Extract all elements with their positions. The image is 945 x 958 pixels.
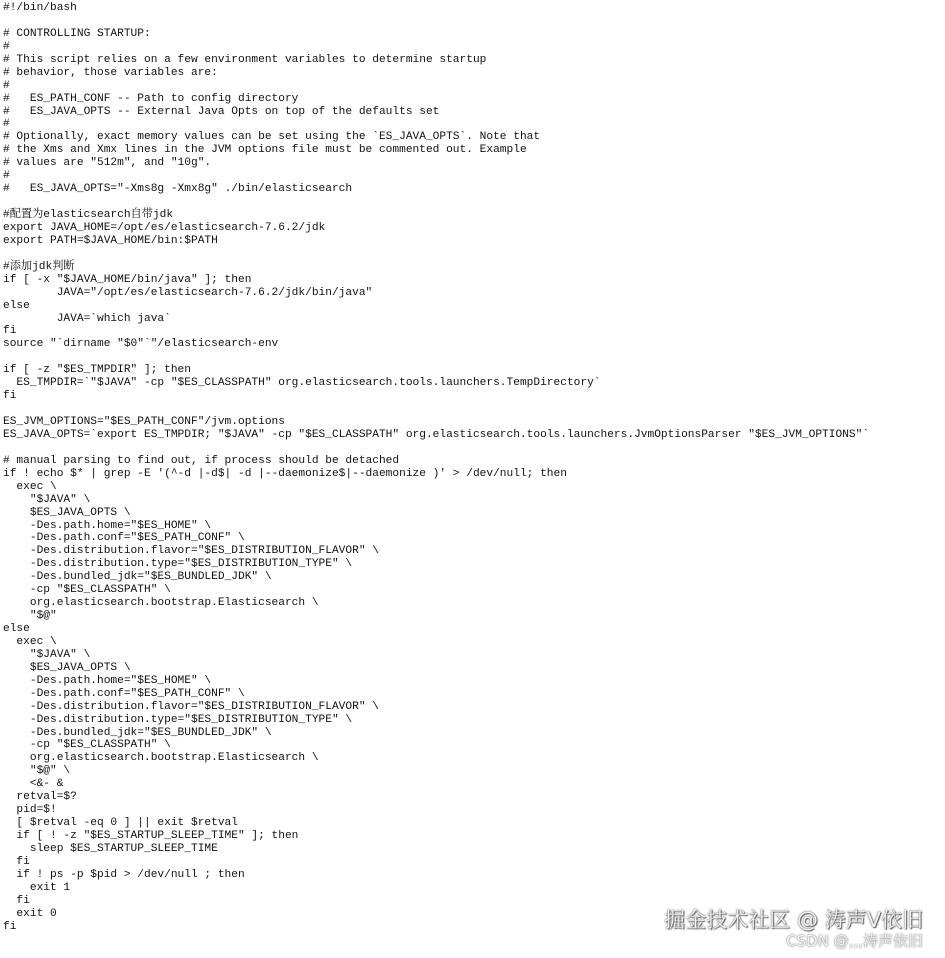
code-line[interactable]: $ES_JAVA_OPTS \: [3, 661, 131, 674]
code-line[interactable]: -cp "$ES_CLASSPATH" \: [3, 739, 171, 752]
code-line[interactable]: else: [3, 299, 30, 312]
code-line[interactable]: export JAVA_HOME=/opt/es/elasticsearch-7.6.2/jdk: [3, 221, 326, 234]
code-line[interactable]: [3, 351, 943, 364]
code-line[interactable]: ES_TMPDIR=`"$JAVA" -cp "$ES_CLASSPATH" org.elasticsearch.tools.launchers.TempDirectory`: [3, 377, 601, 390]
code-line[interactable]: [3, 442, 943, 455]
code-line[interactable]: # CONTROLLING STARTUP:: [3, 27, 151, 40]
code-line[interactable]: -Des.path.home="$ES_HOME" \: [3, 519, 212, 532]
code-line[interactable]: -Des.path.conf="$ES_PATH_CONF" \: [3, 532, 245, 545]
code-line[interactable]: # ES_JAVA_OPTS="-Xms8g -Xmx8g" ./bin/elasticsearch: [3, 183, 353, 196]
code-line[interactable]: ES_JVM_OPTIONS="$ES_PATH_CONF"/jvm.options: [3, 416, 285, 428]
code-line[interactable]: #: [3, 170, 10, 183]
code-editor[interactable]: [3, 2, 943, 952]
code-line[interactable]: if [ ! -z "$ES_STARTUP_SLEEP_TIME" ]; then: [3, 830, 299, 842]
code-line[interactable]: exec \: [3, 480, 57, 493]
code-line[interactable]: # This script relies on a few environment variables to determine startup: [3, 53, 487, 66]
code-line[interactable]: exit 1: [3, 881, 71, 894]
code-line[interactable]: export PATH=$JAVA_HOME/bin:$PATH: [3, 234, 218, 247]
code-line[interactable]: -Des.path.conf="$ES_PATH_CONF" \: [3, 687, 245, 700]
code-line[interactable]: -Des.bundled_jdk="$ES_BUNDLED_JDK" \: [3, 726, 272, 739]
code-line[interactable]: -Des.path.home="$ES_HOME" \: [3, 674, 212, 687]
code-line[interactable]: pid=$!: [3, 804, 57, 817]
code-line[interactable]: #: [3, 79, 10, 92]
watermark-csdn: CSDN @,,,涛声依旧: [786, 932, 923, 950]
code-line[interactable]: [3, 403, 943, 416]
code-line[interactable]: # the Xms and Xmx lines in the JVM options file must be commented out. Example: [3, 144, 527, 157]
code-line[interactable]: fi: [3, 894, 30, 907]
code-line[interactable]: -cp "$ES_CLASSPATH" \: [3, 584, 171, 597]
code-line[interactable]: # Optionally, exact memory values can be set using the `ES_JAVA_OPTS`. Note that: [3, 131, 541, 144]
code-line[interactable]: "$@": [3, 610, 57, 623]
code-line[interactable]: if [ -z "$ES_TMPDIR" ]; then: [3, 364, 191, 377]
code-line[interactable]: fi: [3, 920, 17, 933]
code-line[interactable]: org.elasticsearch.bootstrap.Elasticsearch \: [3, 597, 319, 610]
code-line[interactable]: if [ -x "$JAVA_HOME/bin/java" ]; then: [3, 273, 252, 286]
code-line[interactable]: # behavior, those variables are:: [3, 66, 218, 79]
code-line[interactable]: #添加jdk判断: [3, 260, 75, 273]
code-line[interactable]: JAVA="/opt/es/elasticsearch-7.6.2/jdk/bin/java": [3, 286, 373, 299]
code-line[interactable]: JAVA=`which java`: [3, 312, 171, 325]
code-line[interactable]: #配置为elasticsearch自带jdk: [3, 209, 174, 221]
code-line[interactable]: [3, 196, 943, 209]
code-line[interactable]: org.elasticsearch.bootstrap.Elasticsearch \: [3, 752, 319, 765]
code-line[interactable]: fi: [3, 390, 17, 403]
code-line[interactable]: exec \: [3, 635, 57, 648]
code-line[interactable]: source "`dirname "$0"`"/elasticsearch-env: [3, 338, 279, 351]
code-line[interactable]: [3, 248, 943, 261]
code-line[interactable]: # ES_PATH_CONF -- Path to config directory: [3, 92, 299, 105]
code-line[interactable]: $ES_JAVA_OPTS \: [3, 506, 131, 519]
code-line[interactable]: if ! echo $* | grep -E '(^-d |-d$| -d |--daemonize$|--daemonize )' > /dev/null; then: [3, 467, 567, 480]
code-line[interactable]: -Des.distribution.type="$ES_DISTRIBUTION_TYPE" \: [3, 558, 353, 571]
code-line[interactable]: sleep $ES_STARTUP_SLEEP_TIME: [3, 842, 218, 855]
code-line[interactable]: #: [3, 118, 10, 131]
code-line[interactable]: -Des.distribution.type="$ES_DISTRIBUTION_TYPE" \: [3, 713, 353, 726]
code-line[interactable]: else: [3, 623, 30, 635]
code-line[interactable]: retval=$?: [3, 791, 77, 804]
code-line[interactable]: "$@" \: [3, 765, 71, 778]
code-line[interactable]: #: [3, 40, 10, 53]
code-line[interactable]: if ! ps -p $pid > /dev/null ; then: [3, 868, 245, 881]
code-line[interactable]: -Des.distribution.flavor="$ES_DISTRIBUTION_FLAVOR" \: [3, 545, 379, 558]
code-line[interactable]: fi: [3, 325, 17, 338]
code-line[interactable]: exit 0: [3, 907, 57, 920]
code-line[interactable]: [ $retval -eq 0 ] || exit $retval: [3, 817, 238, 830]
code-line[interactable]: # ES_JAVA_OPTS -- External Java Opts on top of the defaults set: [3, 105, 440, 118]
code-line[interactable]: <&- &: [3, 778, 64, 791]
watermark-juejin: 掘金技术社区 @ 涛声V依旧: [664, 908, 923, 932]
code-line[interactable]: "$JAVA" \: [3, 493, 91, 506]
code-line[interactable]: -Des.distribution.flavor="$ES_DISTRIBUTION_FLAVOR" \: [3, 700, 379, 713]
code-line[interactable]: ES_JAVA_OPTS=`export ES_TMPDIR; "$JAVA" -cp "$ES_CLASSPATH" org.elasticsearch.tools.launchers.JvmOptionsParser "$ES_JVM_OPTIONS"`: [3, 428, 870, 441]
code-line[interactable]: -Des.bundled_jdk="$ES_BUNDLED_JDK" \: [3, 571, 272, 584]
code-line[interactable]: fi: [3, 855, 30, 868]
code-line[interactable]: #!/bin/bash: [3, 2, 77, 14]
code-line[interactable]: # manual parsing to find out, if process should be detached: [3, 454, 400, 467]
code-line[interactable]: # values are "512m", and "10g".: [3, 157, 212, 170]
code-line[interactable]: [3, 15, 943, 28]
code-line[interactable]: "$JAVA" \: [3, 648, 91, 661]
